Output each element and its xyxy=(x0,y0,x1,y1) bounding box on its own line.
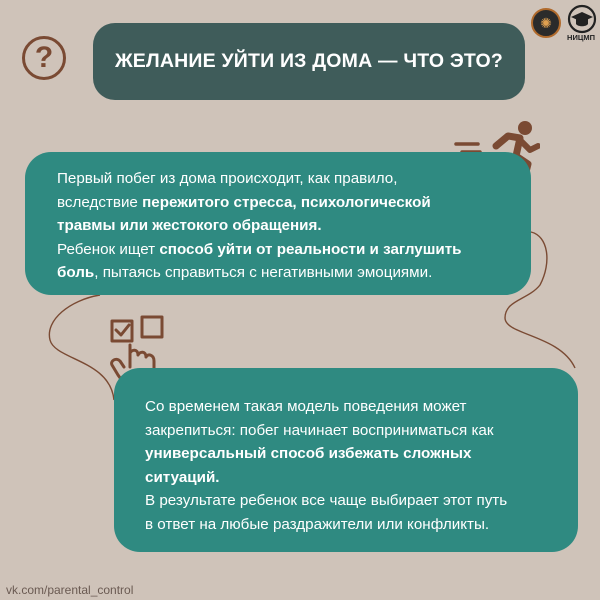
card2-text-3: универсальный способ избежать сложных xyxy=(145,445,472,462)
logo-text: НИЦМП xyxy=(567,33,595,42)
card2-text-4: ситуаций. xyxy=(145,468,220,486)
card2-line xyxy=(145,489,560,513)
card1-text-4b: способ уйти от реальности и заглушить xyxy=(159,240,462,258)
card1-text-1: Первый побег из дома происходит, как правило, xyxy=(57,170,398,187)
card2-text-1: Со временем такая модель поведения может xyxy=(145,398,467,415)
card2-text-5: В результате ребенок все чаще выбирает этот путь xyxy=(145,492,508,509)
card1-text-5b: , пытаясь справиться с негативными эмоциями. xyxy=(94,264,433,281)
card1-text-2b: пережитого стресса, психологической xyxy=(142,193,431,211)
card2-line xyxy=(145,395,560,419)
card2-line xyxy=(145,442,560,466)
card2-text-6: в ответ на любые раздражители или конфликты. xyxy=(145,515,490,533)
question-glyph: ? xyxy=(34,41,54,74)
card1-line xyxy=(57,261,511,285)
card2-line xyxy=(145,513,560,537)
card1-text-2a: вследствие xyxy=(57,193,143,211)
card1-line xyxy=(57,167,511,191)
card1-line xyxy=(57,214,511,238)
info-card-first xyxy=(25,152,531,295)
card2-text-2: закрепиться: побег начинает восприниматься как xyxy=(145,421,494,439)
info-card-second xyxy=(114,368,578,552)
card1-text-4a: Ребенок ищет xyxy=(57,240,160,258)
card1-text-5a: боль xyxy=(57,264,95,281)
card2-line xyxy=(145,419,560,443)
card1-text-3: травмы или жестокого обращения. xyxy=(57,217,322,234)
card2-line xyxy=(145,466,560,490)
card1-line xyxy=(57,238,511,262)
card1-line xyxy=(57,191,511,215)
org-emblem-icon: ✺ xyxy=(531,8,561,38)
title-banner xyxy=(93,23,525,100)
question-icon xyxy=(22,36,66,80)
page-title: ЖЕЛАНИЕ УЙТИ ИЗ ДОМА — ЧТО ЭТО? xyxy=(114,50,504,72)
source-link[interactable]: vk.com/parental_control xyxy=(6,583,134,597)
